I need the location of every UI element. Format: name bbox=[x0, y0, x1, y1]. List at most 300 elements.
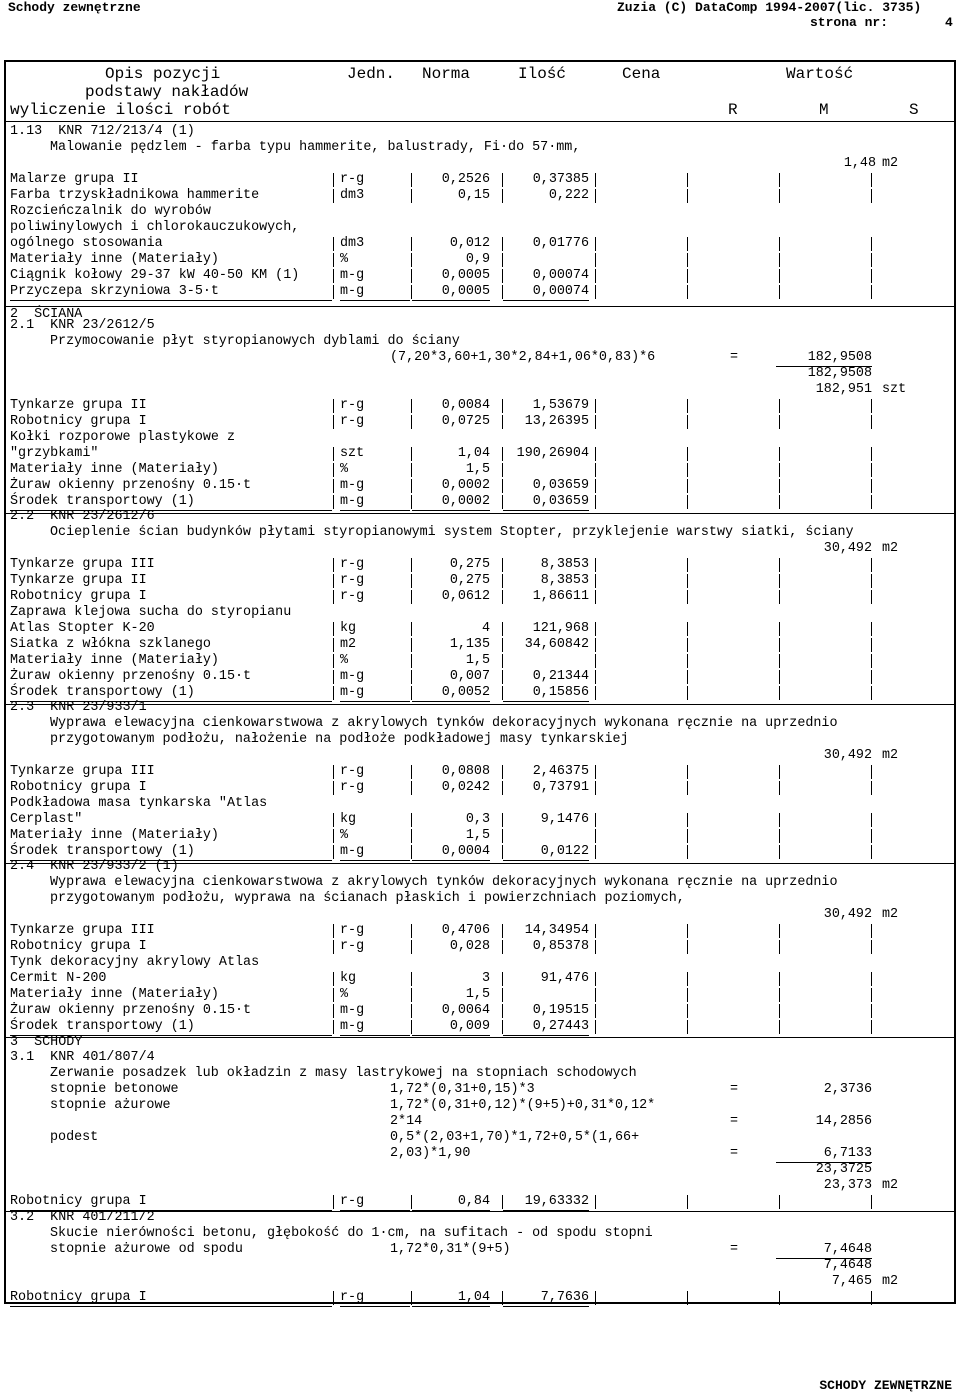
item-total-unit: m2 bbox=[882, 156, 899, 171]
resource-name: Żuraw okienny przenośny 0.15·t bbox=[10, 669, 252, 684]
resource-name: Robotnicy grupa I bbox=[10, 414, 147, 429]
calculation-result: 7,4648 bbox=[776, 1242, 872, 1259]
column-separator bbox=[333, 479, 334, 493]
column-separator bbox=[595, 686, 596, 700]
column-separator bbox=[687, 1291, 688, 1305]
item-total: 7,465 bbox=[831, 1274, 872, 1289]
column-separator bbox=[871, 590, 872, 604]
resource-norm: 0,84 bbox=[412, 1194, 490, 1211]
item-total-unit: szt bbox=[882, 382, 907, 397]
resource-name: Robotnicy grupa I bbox=[10, 589, 147, 604]
calculation-equals: = bbox=[730, 1146, 739, 1161]
resource-name: Tynk dekoracyjny akrylowy Atlas bbox=[10, 955, 260, 970]
item-description: przygotowanym podłożu, nałożenie na podłoże podkładowej masy tynkarskiej bbox=[50, 732, 629, 747]
resource-quantity: 0,19515 bbox=[532, 1003, 589, 1018]
resource-norm: 0,0808 bbox=[441, 764, 490, 779]
resource-norm: 0,0004 bbox=[412, 844, 490, 861]
column-separator bbox=[595, 940, 596, 954]
resource-name: Cerplast" bbox=[10, 812, 83, 827]
column-separator bbox=[687, 253, 688, 267]
item-code: 3.1 KNR 401/807/4 bbox=[10, 1050, 155, 1065]
resource-norm: 1,5 bbox=[465, 828, 490, 843]
resource-name: Robotnicy grupa I bbox=[10, 1290, 332, 1307]
column-separator bbox=[333, 670, 334, 684]
resource-name: Przyczepa skrzyniowa 3-5·t bbox=[10, 284, 332, 301]
column-separator bbox=[502, 988, 503, 1002]
resource-unit: r-g bbox=[340, 939, 365, 954]
column-separator bbox=[595, 415, 596, 429]
column-header-norm: Norma bbox=[422, 65, 471, 83]
column-separator bbox=[595, 622, 596, 636]
calculation-label: podest bbox=[50, 1130, 99, 1145]
resource-unit: r-g bbox=[340, 589, 365, 604]
column-separator bbox=[687, 988, 688, 1002]
resource-quantity: 19,63332 bbox=[503, 1194, 589, 1211]
column-header-value: Wartość bbox=[786, 65, 854, 83]
item-code: 2.3 KNR 23/933/1 bbox=[10, 700, 147, 715]
resource-unit: m-g bbox=[340, 478, 365, 493]
resource-unit: r-g bbox=[340, 573, 365, 588]
resource-quantity: 91,476 bbox=[540, 971, 589, 986]
resource-name: Środek transportowy (1) bbox=[10, 1019, 332, 1036]
column-separator bbox=[333, 237, 334, 251]
column-separator bbox=[595, 1020, 596, 1034]
section-heading: 2 ŚCIANA bbox=[10, 307, 83, 322]
column-separator bbox=[595, 972, 596, 986]
resource-name: ogólnego stosowania bbox=[10, 236, 163, 251]
column-separator bbox=[595, 638, 596, 652]
column-separator bbox=[333, 1004, 334, 1018]
resource-quantity: 14,34954 bbox=[524, 923, 589, 938]
column-header-price: Cena bbox=[622, 65, 661, 83]
item-total: 1,48 bbox=[843, 156, 876, 171]
column-separator bbox=[687, 285, 688, 299]
column-separator bbox=[871, 237, 872, 251]
column-separator bbox=[687, 415, 688, 429]
resource-unit: m-g bbox=[340, 844, 410, 861]
column-separator bbox=[595, 495, 596, 509]
column-separator bbox=[779, 622, 780, 636]
resource-unit: dm3 bbox=[340, 188, 365, 203]
resource-unit: kg bbox=[340, 971, 357, 986]
item-total: 182,951 bbox=[815, 382, 872, 397]
column-separator bbox=[595, 813, 596, 827]
column-separator bbox=[871, 638, 872, 652]
column-separator bbox=[779, 654, 780, 668]
item-description: Skucie nierówności betonu, głębokość do 1·cm, na sufitach - od spodu stopni bbox=[50, 1226, 653, 1241]
resource-unit: r-g bbox=[340, 414, 365, 429]
column-separator bbox=[779, 590, 780, 604]
resource-unit: % bbox=[340, 987, 349, 1002]
resource-norm: 1,5 bbox=[465, 653, 490, 668]
column-separator bbox=[333, 940, 334, 954]
column-separator bbox=[687, 237, 688, 251]
column-separator bbox=[333, 269, 334, 283]
item-total-unit: m2 bbox=[882, 907, 899, 922]
column-separator bbox=[687, 1020, 688, 1034]
column-separator bbox=[687, 638, 688, 652]
column-separator bbox=[871, 765, 872, 779]
column-separator bbox=[687, 781, 688, 795]
resource-name: Tynkarze grupa II bbox=[10, 398, 147, 413]
column-separator bbox=[502, 253, 503, 267]
column-separator bbox=[871, 622, 872, 636]
resource-norm: 0,9 bbox=[465, 252, 490, 267]
resource-name: Robotnicy grupa I bbox=[10, 939, 147, 954]
calculation-subtotal: 7,4648 bbox=[823, 1258, 872, 1273]
column-separator bbox=[333, 574, 334, 588]
column-separator bbox=[333, 1195, 334, 1209]
column-separator bbox=[779, 686, 780, 700]
column-separator bbox=[871, 972, 872, 986]
resource-unit: m-g bbox=[340, 1019, 410, 1036]
column-separator bbox=[333, 686, 334, 700]
resource-quantity: 0,15856 bbox=[503, 685, 589, 702]
resource-unit: r-g bbox=[340, 1290, 410, 1307]
column-separator bbox=[871, 1004, 872, 1018]
calculation-result: 182,9508 bbox=[776, 350, 872, 367]
resource-unit: kg bbox=[340, 812, 357, 827]
calculation-subtotal: 23,3725 bbox=[815, 1162, 872, 1177]
resource-unit: m-g bbox=[340, 1003, 365, 1018]
column-separator bbox=[779, 495, 780, 509]
item-total: 23,373 bbox=[823, 1178, 872, 1193]
column-separator bbox=[871, 574, 872, 588]
item-code: 3.2 KNR 401/211/2 bbox=[10, 1210, 155, 1225]
column-separator bbox=[687, 574, 688, 588]
item-description: przygotowanym podłożu, wyprawa na ścianach płaskich i powierzchniach poziomych, bbox=[50, 891, 685, 906]
column-separator bbox=[871, 670, 872, 684]
column-separator bbox=[595, 237, 596, 251]
calculation-equals: = bbox=[730, 1114, 739, 1129]
column-separator bbox=[779, 415, 780, 429]
column-separator bbox=[333, 285, 334, 299]
item-description: Wyprawa elewacyjna cienkowarstwowa z akrylowych tynków dekoracyjnych wykonana ręcznie na uprzednio bbox=[50, 875, 838, 890]
resource-name: Materiały inne (Materiały) bbox=[10, 828, 219, 843]
column-separator bbox=[595, 1004, 596, 1018]
column-separator bbox=[333, 399, 334, 413]
resource-norm: 0,3 bbox=[465, 812, 490, 827]
document-title: Schody zewnętrzne bbox=[8, 0, 141, 15]
column-separator bbox=[595, 654, 596, 668]
resource-quantity: 9,1476 bbox=[540, 812, 589, 827]
item-description: Przymocowanie płyt styropianowych dyblami do ściany bbox=[50, 334, 460, 349]
resource-unit: r-g bbox=[340, 398, 365, 413]
column-separator bbox=[779, 558, 780, 572]
item-divider bbox=[6, 704, 954, 705]
column-separator bbox=[687, 495, 688, 509]
column-separator bbox=[779, 1291, 780, 1305]
resource-quantity: 1,53679 bbox=[532, 398, 589, 413]
estimate-table bbox=[4, 60, 956, 1304]
column-separator bbox=[871, 463, 872, 477]
column-separator bbox=[333, 463, 334, 477]
resource-name: Siatka z włókna szklanego bbox=[10, 637, 211, 652]
item-code: 2.1 KNR 23/2612/5 bbox=[10, 318, 155, 333]
resource-unit: % bbox=[340, 462, 349, 477]
column-separator bbox=[333, 1291, 334, 1305]
footer-title: SCHODY ZEWNĘTRZNE bbox=[819, 1378, 952, 1393]
resource-unit: % bbox=[340, 252, 349, 267]
column-separator bbox=[779, 638, 780, 652]
column-separator bbox=[871, 845, 872, 859]
resource-unit: r-g bbox=[340, 780, 365, 795]
resource-quantity: 0,01776 bbox=[532, 236, 589, 251]
column-separator bbox=[687, 463, 688, 477]
resource-norm: 0,4706 bbox=[441, 923, 490, 938]
column-separator bbox=[333, 173, 334, 187]
column-separator bbox=[595, 670, 596, 684]
resource-norm: 0,007 bbox=[449, 669, 490, 684]
item-total: 30,492 bbox=[823, 907, 872, 922]
column-separator bbox=[687, 813, 688, 827]
column-separator bbox=[595, 463, 596, 477]
resource-norm: 0,028 bbox=[449, 939, 490, 954]
column-separator bbox=[595, 590, 596, 604]
column-header-unit: Jedn. bbox=[347, 65, 396, 83]
column-separator bbox=[779, 479, 780, 493]
item-description: Zerwanie posadzek lub okładzin z masy lastrykowej na stopniach schodowych bbox=[50, 1066, 637, 1081]
column-separator bbox=[779, 781, 780, 795]
resource-quantity: 1,86611 bbox=[532, 589, 589, 604]
page-label: strona nr: bbox=[810, 15, 889, 30]
resource-norm: 0,0242 bbox=[441, 780, 490, 795]
column-separator bbox=[779, 670, 780, 684]
calculation-formula: 0,5*(2,03+1,70)*1,72+0,5*(1,66+ bbox=[390, 1130, 640, 1145]
column-separator bbox=[779, 399, 780, 413]
resource-name: Zaprawa klejowa sucha do styropianu bbox=[10, 605, 292, 620]
column-separator bbox=[779, 988, 780, 1002]
resource-norm: 0,0005 bbox=[412, 284, 490, 301]
column-separator bbox=[779, 972, 780, 986]
column-separator bbox=[595, 781, 596, 795]
column-separator bbox=[333, 189, 334, 203]
column-separator bbox=[871, 940, 872, 954]
column-separator bbox=[502, 829, 503, 843]
resource-name: Materiały inne (Materiały) bbox=[10, 987, 219, 1002]
column-separator bbox=[333, 558, 334, 572]
calculation-formula: 2*14 bbox=[390, 1114, 423, 1129]
column-separator bbox=[333, 765, 334, 779]
column-separator bbox=[871, 253, 872, 267]
resource-norm: 1,04 bbox=[457, 446, 490, 461]
resource-norm: 0,0052 bbox=[412, 685, 490, 702]
resource-quantity: 34,60842 bbox=[524, 637, 589, 652]
resource-norm: 4 bbox=[481, 621, 490, 636]
column-separator bbox=[871, 447, 872, 461]
resource-norm: 0,0005 bbox=[441, 268, 490, 283]
column-separator bbox=[779, 1020, 780, 1034]
column-separator bbox=[333, 1020, 334, 1034]
column-separator bbox=[595, 173, 596, 187]
column-header-s: S bbox=[909, 101, 919, 119]
column-separator bbox=[871, 558, 872, 572]
resource-norm: 0,012 bbox=[449, 236, 490, 251]
calculation-label: stopnie ażurowe bbox=[50, 1098, 171, 1113]
column-separator bbox=[333, 415, 334, 429]
resource-norm: 3 bbox=[481, 971, 490, 986]
item-total-unit: m2 bbox=[882, 748, 899, 763]
resource-unit: kg bbox=[340, 621, 357, 636]
column-separator bbox=[779, 189, 780, 203]
resource-unit: szt bbox=[340, 446, 365, 461]
column-separator bbox=[779, 845, 780, 859]
calculation-equals: = bbox=[730, 350, 739, 365]
resource-quantity: 0,37385 bbox=[532, 172, 589, 187]
column-separator bbox=[779, 463, 780, 477]
column-header-calculation: wyliczenie ilości robót bbox=[10, 101, 231, 119]
column-separator bbox=[595, 924, 596, 938]
column-separator bbox=[687, 269, 688, 283]
column-separator bbox=[871, 829, 872, 843]
resource-norm: 0,0064 bbox=[441, 1003, 490, 1018]
resource-norm: 1,135 bbox=[449, 637, 490, 652]
resource-quantity: 0,00074 bbox=[532, 268, 589, 283]
program-info: Zuzia (C) DataComp 1994-2007(lic. 3735) bbox=[617, 0, 922, 15]
column-separator bbox=[595, 447, 596, 461]
column-separator bbox=[779, 173, 780, 187]
header-divider bbox=[6, 121, 954, 122]
resource-name: Farba trzyskładnikowa hammerite bbox=[10, 188, 260, 203]
column-header-m: M bbox=[819, 101, 829, 119]
resource-quantity: 0,0122 bbox=[503, 844, 589, 861]
item-description: Wyprawa elewacyjna cienkowarstwowa z akrylowych tynków dekoracyjnych wykonana ręcznie na uprzednio bbox=[50, 716, 838, 731]
resource-unit: m2 bbox=[340, 637, 357, 652]
column-separator bbox=[595, 988, 596, 1002]
resource-name: Cermit N-200 bbox=[10, 971, 107, 986]
column-separator bbox=[687, 447, 688, 461]
resource-name: Żuraw okienny przenośny 0.15·t bbox=[10, 1003, 252, 1018]
resource-quantity: 0,85378 bbox=[532, 939, 589, 954]
column-separator bbox=[779, 1004, 780, 1018]
calculation-formula: 1,72*(0,31+0,12)*(9+5)+0,31*0,12* bbox=[390, 1098, 656, 1113]
resource-unit: r-g bbox=[340, 1194, 410, 1211]
column-separator bbox=[871, 269, 872, 283]
column-separator bbox=[687, 940, 688, 954]
resource-name: Atlas Stopter K-20 bbox=[10, 621, 155, 636]
column-separator bbox=[595, 189, 596, 203]
column-separator bbox=[871, 173, 872, 187]
column-separator bbox=[333, 447, 334, 461]
column-separator bbox=[779, 269, 780, 283]
item-divider bbox=[6, 306, 954, 307]
column-separator bbox=[333, 829, 334, 843]
page-number: 4 bbox=[945, 15, 953, 30]
resource-norm: 0,0612 bbox=[441, 589, 490, 604]
resource-quantity: 0,21344 bbox=[532, 669, 589, 684]
column-separator bbox=[333, 781, 334, 795]
column-header-basis: podstawy nakładów bbox=[85, 83, 249, 101]
column-separator bbox=[595, 765, 596, 779]
calculation-result: 14,2856 bbox=[815, 1114, 872, 1129]
column-separator bbox=[687, 622, 688, 636]
resource-quantity: 8,3853 bbox=[540, 557, 589, 572]
resource-name: poliwinylowych i chlorokauczukowych, bbox=[10, 220, 300, 235]
resource-unit: dm3 bbox=[340, 236, 365, 251]
column-separator bbox=[333, 253, 334, 267]
column-separator bbox=[871, 813, 872, 827]
column-separator bbox=[779, 924, 780, 938]
resource-unit: r-g bbox=[340, 764, 365, 779]
calculation-result: 2,3736 bbox=[823, 1082, 872, 1097]
column-separator bbox=[595, 574, 596, 588]
column-separator bbox=[333, 988, 334, 1002]
calculation-equals: = bbox=[730, 1082, 739, 1097]
calculation-subtotal: 182,9508 bbox=[807, 366, 872, 381]
column-separator bbox=[687, 654, 688, 668]
section-heading: 3 SCHODY bbox=[10, 1035, 83, 1050]
column-separator bbox=[333, 622, 334, 636]
resource-name: Środek transportowy (1) bbox=[10, 494, 332, 511]
column-separator bbox=[687, 972, 688, 986]
resource-unit: r-g bbox=[340, 172, 365, 187]
resource-name: Robotnicy grupa I bbox=[10, 1194, 332, 1211]
resource-norm: 0,0084 bbox=[441, 398, 490, 413]
resource-norm: 0,009 bbox=[412, 1019, 490, 1036]
resource-name: Kołki rozporowe plastykowe z bbox=[10, 430, 235, 445]
column-separator bbox=[333, 654, 334, 668]
column-separator bbox=[333, 590, 334, 604]
column-separator bbox=[871, 1291, 872, 1305]
resource-name: Rozcieńczalnik do wyrobów bbox=[10, 204, 211, 219]
resource-quantity: 0,73791 bbox=[532, 780, 589, 795]
column-separator bbox=[871, 415, 872, 429]
column-separator bbox=[333, 813, 334, 827]
column-separator bbox=[595, 845, 596, 859]
resource-name: "grzybkami" bbox=[10, 446, 99, 461]
column-separator bbox=[687, 1004, 688, 1018]
column-separator bbox=[687, 189, 688, 203]
column-separator bbox=[333, 845, 334, 859]
resource-quantity: 7,7636 bbox=[503, 1290, 589, 1307]
column-separator bbox=[871, 654, 872, 668]
column-separator bbox=[333, 638, 334, 652]
resource-quantity: 0,00074 bbox=[503, 284, 589, 301]
item-total-unit: m2 bbox=[882, 1178, 899, 1193]
column-header-description: Opis pozycji bbox=[105, 65, 221, 83]
column-separator bbox=[779, 813, 780, 827]
column-separator bbox=[871, 924, 872, 938]
resource-unit: m-g bbox=[340, 685, 410, 702]
calculation-formula: 2,03)*1,90 bbox=[390, 1146, 471, 1161]
item-description: Malowanie pędzlem - farba typu hammerite, balustrady, Fi·do 57·mm, bbox=[50, 140, 581, 155]
resource-norm: 0,0725 bbox=[441, 414, 490, 429]
column-separator bbox=[779, 765, 780, 779]
column-separator bbox=[687, 924, 688, 938]
resource-quantity: 0,03659 bbox=[532, 478, 589, 493]
column-separator bbox=[871, 686, 872, 700]
resource-norm: 1,04 bbox=[412, 1290, 490, 1307]
resource-unit: % bbox=[340, 653, 349, 668]
resource-unit: r-g bbox=[340, 923, 365, 938]
column-separator bbox=[595, 285, 596, 299]
column-separator bbox=[595, 558, 596, 572]
calculation-formula: 1,72*(0,31+0,15)*3 bbox=[390, 1082, 535, 1097]
resource-unit: m-g bbox=[340, 669, 365, 684]
calculation-formula: (7,20*3,60+1,30*2,84+1,06*0,83)*6 bbox=[390, 350, 656, 365]
column-separator bbox=[595, 829, 596, 843]
item-code: 1.13 KNR 712/213/4 (1) bbox=[10, 124, 195, 139]
item-total-unit: m2 bbox=[882, 1274, 899, 1289]
column-separator bbox=[871, 1195, 872, 1209]
column-separator bbox=[687, 686, 688, 700]
resource-name: Malarze grupa II bbox=[10, 172, 139, 187]
column-separator bbox=[871, 781, 872, 795]
column-separator bbox=[595, 1291, 596, 1305]
column-separator bbox=[687, 765, 688, 779]
resource-name: Środek transportowy (1) bbox=[10, 685, 332, 702]
column-separator bbox=[687, 829, 688, 843]
